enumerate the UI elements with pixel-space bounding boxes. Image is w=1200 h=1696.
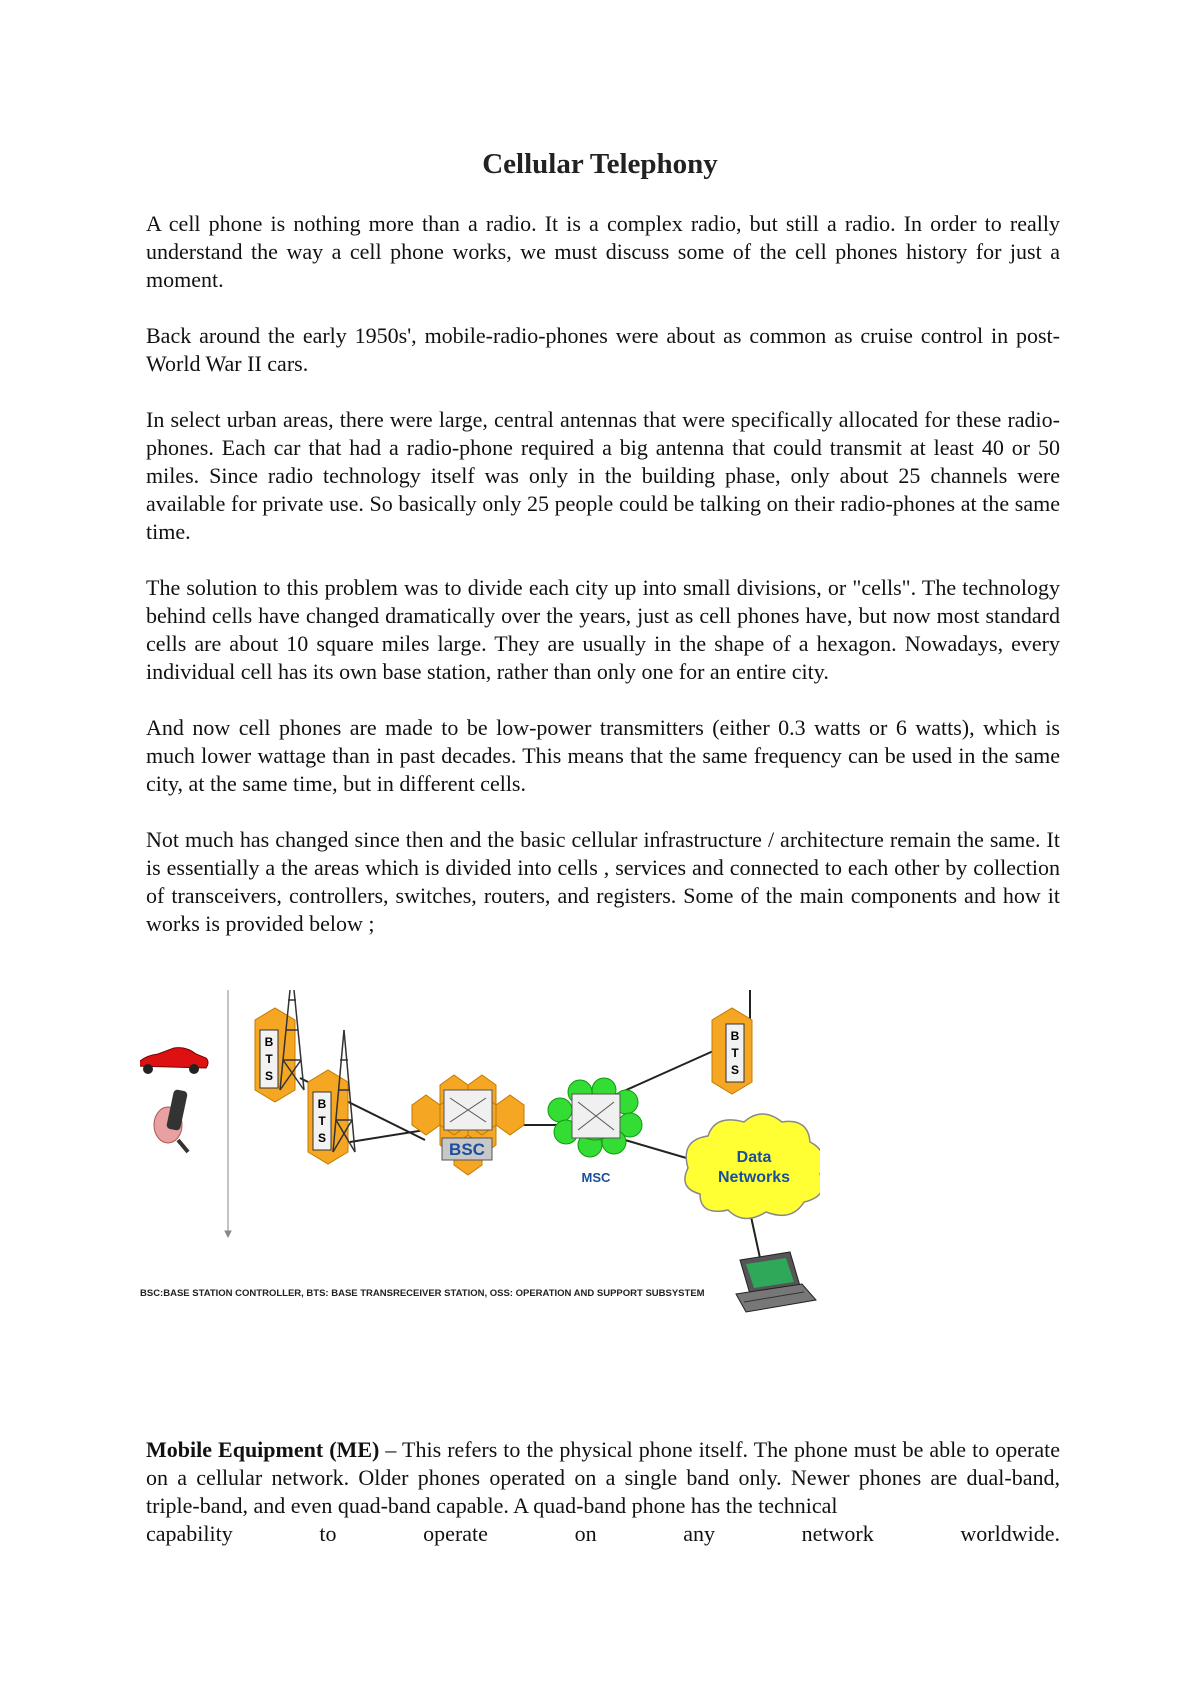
paragraph-cells: The solution to this problem was to divide each city up into small divisions, or "cells". The technology behind cells have changed dramatically over the years, just as cell phones have, but now most standard cells are about 10 square miles large. They are usually in the shape of a hexagon. Nowadays, every individual cell has its own base station, rather than only one for an entire city. (146, 575, 1060, 684)
bsc-label: BSC (449, 1140, 485, 1159)
paragraph-low-power: And now cell phones are made to be low-power transmitters (either 0.3 watts or 6 watts), which is much lower wattage than in past decades. This means that the same frequency can be used in the same city, at the same time, but in different cells. (146, 715, 1060, 796)
range-arrow (225, 990, 231, 1237)
bts-1 (255, 990, 304, 1102)
bts-1-letter-t: T (265, 1052, 273, 1066)
bts-3 (712, 1008, 752, 1094)
laptop-icon (736, 1252, 816, 1312)
paragraph-infrastructure: Not much has changed since then and the basic cellular infrastructure / architecture remain the same. It is essentially a the areas which is divided into cells , services and connected to each other by collection of transceivers, controllers, switches, routers, and registers. Some of the main components and how it works is provided below ; (146, 827, 1060, 936)
paragraph-mobile-equipment (146, 1436, 1060, 1520)
paragraph-intro: A cell phone is nothing more than a radio. It is a complex radio, but still a radio. In order to really understand the way a cell phone works, we must discuss some of the cell phones history for just a moment. (146, 211, 1060, 292)
bts-3-letter-s: S (730, 1063, 740, 1077)
data-networks-label-line2: Networks (717, 1169, 791, 1186)
mobile-equipment-text: This refers to the physical phone itself. The phone must be able to operate on a cellular network. Older phones operated on a single band only. Newer phones are dual-band, triple-band, and even quad-band capable. A quad-band phone has the technical (146, 1437, 1060, 1518)
phone-hand-icon (154, 1089, 188, 1152)
document-title: Cellular Telephony (482, 148, 718, 180)
mobile-equipment-section (146, 1436, 1060, 1548)
car-icon (140, 1048, 208, 1074)
paragraph-1950s: Back around the early 1950s', mobile-radio-phones were about as common as cruise control in post- World War II cars. (146, 323, 1060, 376)
term-separator: – (379, 1437, 403, 1462)
link-bts2-bsc (350, 1130, 425, 1142)
diagram-caption: BSC:BASE STATION CONTROLLER, BTS: BASE TRANSRECEIVER STATION, OSS: OPERATION AND SUPPORT SUBSYSTEM (140, 1288, 705, 1299)
bts-2 (308, 1030, 355, 1164)
bts-1-letter-s: S (264, 1069, 274, 1083)
data-networks-label-line1: Data (736, 1149, 772, 1166)
term-mobile-equipment: Mobile Equipment (ME) (146, 1437, 380, 1462)
paragraph-urban-areas: In select urban areas, there were large, central antennas that were specifically allocated for these radio-phones. Each car that had a radio-phone required a big antenna that could transmit at least 40 or 50 miles. Since radio technology itself was only in the building phase, only about 25 channels were available for private use. So basically only 25 people could be talking on their radio-phones at the same time. (146, 407, 1060, 544)
msc-node (548, 1078, 642, 1185)
bts-1-letter-b: B (264, 1035, 274, 1049)
link-data-laptop (750, 1212, 760, 1258)
bsc-node (412, 1075, 524, 1175)
bts-3-letter-t: T (731, 1046, 739, 1060)
paragraph-mobile-equipment-last-line: capability to operate on any network worldwide. (146, 1521, 1060, 1546)
cellular-network-diagram (140, 990, 820, 1410)
bts-2-letter-s: S (317, 1131, 327, 1145)
document-body (146, 210, 1060, 966)
data-networks-cloud (685, 1114, 820, 1219)
bts-2-letter-t: T (318, 1114, 326, 1128)
bts-2-letter-b: B (317, 1097, 327, 1111)
link-msc-bts3 (615, 1048, 720, 1095)
connection-lines (300, 990, 760, 1258)
msc-label: MSC (581, 1170, 611, 1185)
bts-3-letter-b: B (730, 1029, 740, 1043)
